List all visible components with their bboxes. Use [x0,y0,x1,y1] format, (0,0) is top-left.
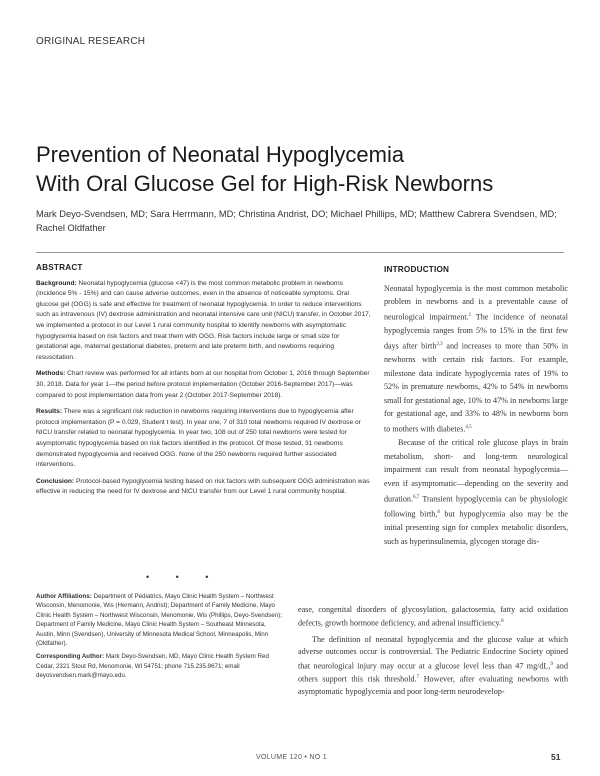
citation: 7 [416,675,420,681]
intro-paragraph-2: Because of the critical role glucose plays in brain metabolism, short- and long-term neurological impairment can result from neonatal hypoglycemia—even if asymptomatic—depending on the severity and duration.$^{6,7}$ Transient hypoglycemia can be physiologic following birth,$^8$ but hypoglycemia also may be the initial presenting sign for complex metabolic disorders, such as hyperinsulinemia, glycogen storage dis- [384,438,568,546]
corresponding-author [36,652,286,680]
abstract-methods [36,369,372,401]
introduction-column [384,263,568,548]
affiliations-text: Department of Pediatrics, Mayo Clinic Health System – Northwest Wisconsin, Menomonie, Wis (Hermann, Andrist); Department of Family Medicine, Mayo Clinic Health System – Northwest Wisconsin, Menomonie, Wis (Phillips, Deyo-Svendsen); Department of Family Medicine, Mayo Clinic Health System – Southeast Minnesota, Austin, Minn (Svendsen), University of Minnesota Medical School, Minneapolis, Minn (Oldfather). [36,593,282,648]
intro-paragraph-3: ease, congenital disorders of glycosylation, galactosemia, fatty acid oxidation defects, growth hormone deficiency, and adrenal insufficiency.$^8$ [298,605,568,628]
methods-text: Chart review was performed for all infants born at our hospital from October 1, 2016 through September 30, 2018. Data for year 1—the period before protocol implementation (October 2016-September 2017)—was compared to post implementation data from year 2 (October 2017-September 2018). [36,370,370,399]
page-number: 51 [551,752,561,762]
corresponding-label: Corresponding Author: [36,653,105,661]
background-text: Neonatal hypoglycemia (glucose <47) is the most common metabolic problem in newborns (incidence 5% - 15%) and can cause adverse outcomes, even in the absence of noticeable symptoms. Oral glucose gel (OGG) is safe and effective for treatment of neonatal hypoglycemia. In order to reduce interventions such as intravenous (IV) dextrose administration and neonatal intensive care unit (NICU) transfer, in October 2017, we implemented a protocol in our Level 1 rural community hospital to identify newborns with asymptomatic hypoglycemia based on risk factors and treat them with OGG. Risk factors include large or small size for gestational age, maternal gestational diabetes, preterm and late preterm birth, and newborns requiring resuscitation. [36,279,371,361]
intro-paragraph-1: Neonatal hypoglycemia is the most common metabolic problem in newborns and is a preventable cause of neurological impairment.$^1$ The incidence of neonatal hypoglycemia ranges from 5% to 15% in the first few days after birth$^{2,3}$ and increases to more than 50% in newborns with certain risk factors. For example, milestone data indicate hypoglycemia rates of 19% to 52% in premature newborns, 42% to 54% in newborns small for gestational age, 10% to 47% in newborns large for gestational age, and 33% to 48% in newborns born to mothers with diabetes.$^{4,5}$ [384,283,568,434]
citation: 8 [501,619,504,625]
abstract-column [36,263,372,504]
author-list: Mark Deyo-Svendsen, MD; Sara Herrmann, MD; Christina Andrist, DO; Michael Phillips, MD; Matthew Cabrera Svendsen, MD; Rachel Oldfather [36,209,557,233]
abstract-conclusion [36,477,372,498]
background-label: Background: [36,279,77,287]
section-label: ORIGINAL RESEARCH [36,36,146,47]
introduction-heading: INTRODUCTION [384,265,450,274]
intro-paragraph-4: The definition of neonatal hypoglycemia and the glucose value at which adverse outcomes occur is controversial. The Pediatric Endocrine Society opined that neurological injury may occur at a glucose level less than 47 mg/dL,$^9$ and others support this risk threshold.$^7$ However, after evaluating newborns with asymptomatic hypoglycemia and poor long-term neurodevelop- [298,635,568,697]
methods-label: Methods: [36,370,66,378]
affiliations [36,592,286,648]
title-line-1: Prevention of Neonatal Hypoglycemia [36,142,405,167]
article-title [36,140,576,198]
citation: 9 [550,661,553,667]
abstract-results [36,407,372,471]
divider [36,252,564,253]
citation: 2,3 [436,341,443,347]
results-label: Results: [36,408,63,416]
citation: 6,7 [413,494,420,500]
introduction-continued [298,604,568,698]
affiliations-label: Author Affiliations: [36,593,92,600]
affiliations-block [36,592,286,685]
corresponding-text: Mark Deyo-Svendsen, MD, Mayo Clinic Health System Red Cedar, 2321 Stout Rd, Menomonie, WI 54751; phone 715.235.9671; email deyosvendsen.mark@mayo.edu. [36,653,269,680]
results-text: There was a significant risk reduction in newborns requiring interventions due to hypoglycemia after protocol implementation (P = 0.029, Student t test). In year one, 7 of 310 total newborns required IV dextrose or NICU transfer related to neonatal hypoglycemia. In year two, 108 out of 250 total newborns were tested for asymptomatic hypoglycemia based on risk factors identified in the protocol. Of those tested, 31 newborns demonstrated hypoglycemia and received OGG. None of the 250 newborns required further associated interventions. [36,408,361,469]
section-separator: • • • [146,572,221,582]
conclusion-label: Conclusion: [36,477,75,485]
abstract-background [36,279,372,364]
citation: 8 [437,509,440,515]
abstract-heading: ABSTRACT [36,263,83,272]
conclusion-text: Protocol-based hypoglycemia testing based on risk factors with subsequent OGG administration was effective in reducing the need for IV dextrose and NICU transfer from our Level 1 rural community hospital. [36,477,370,496]
title-line-2: With Oral Glucose Gel for High-Risk Newborns [36,171,494,196]
citation: 1 [468,312,472,318]
footer-volume: VOLUME 120 • NO 1 [256,754,327,761]
citation: 4,5 [465,424,472,430]
